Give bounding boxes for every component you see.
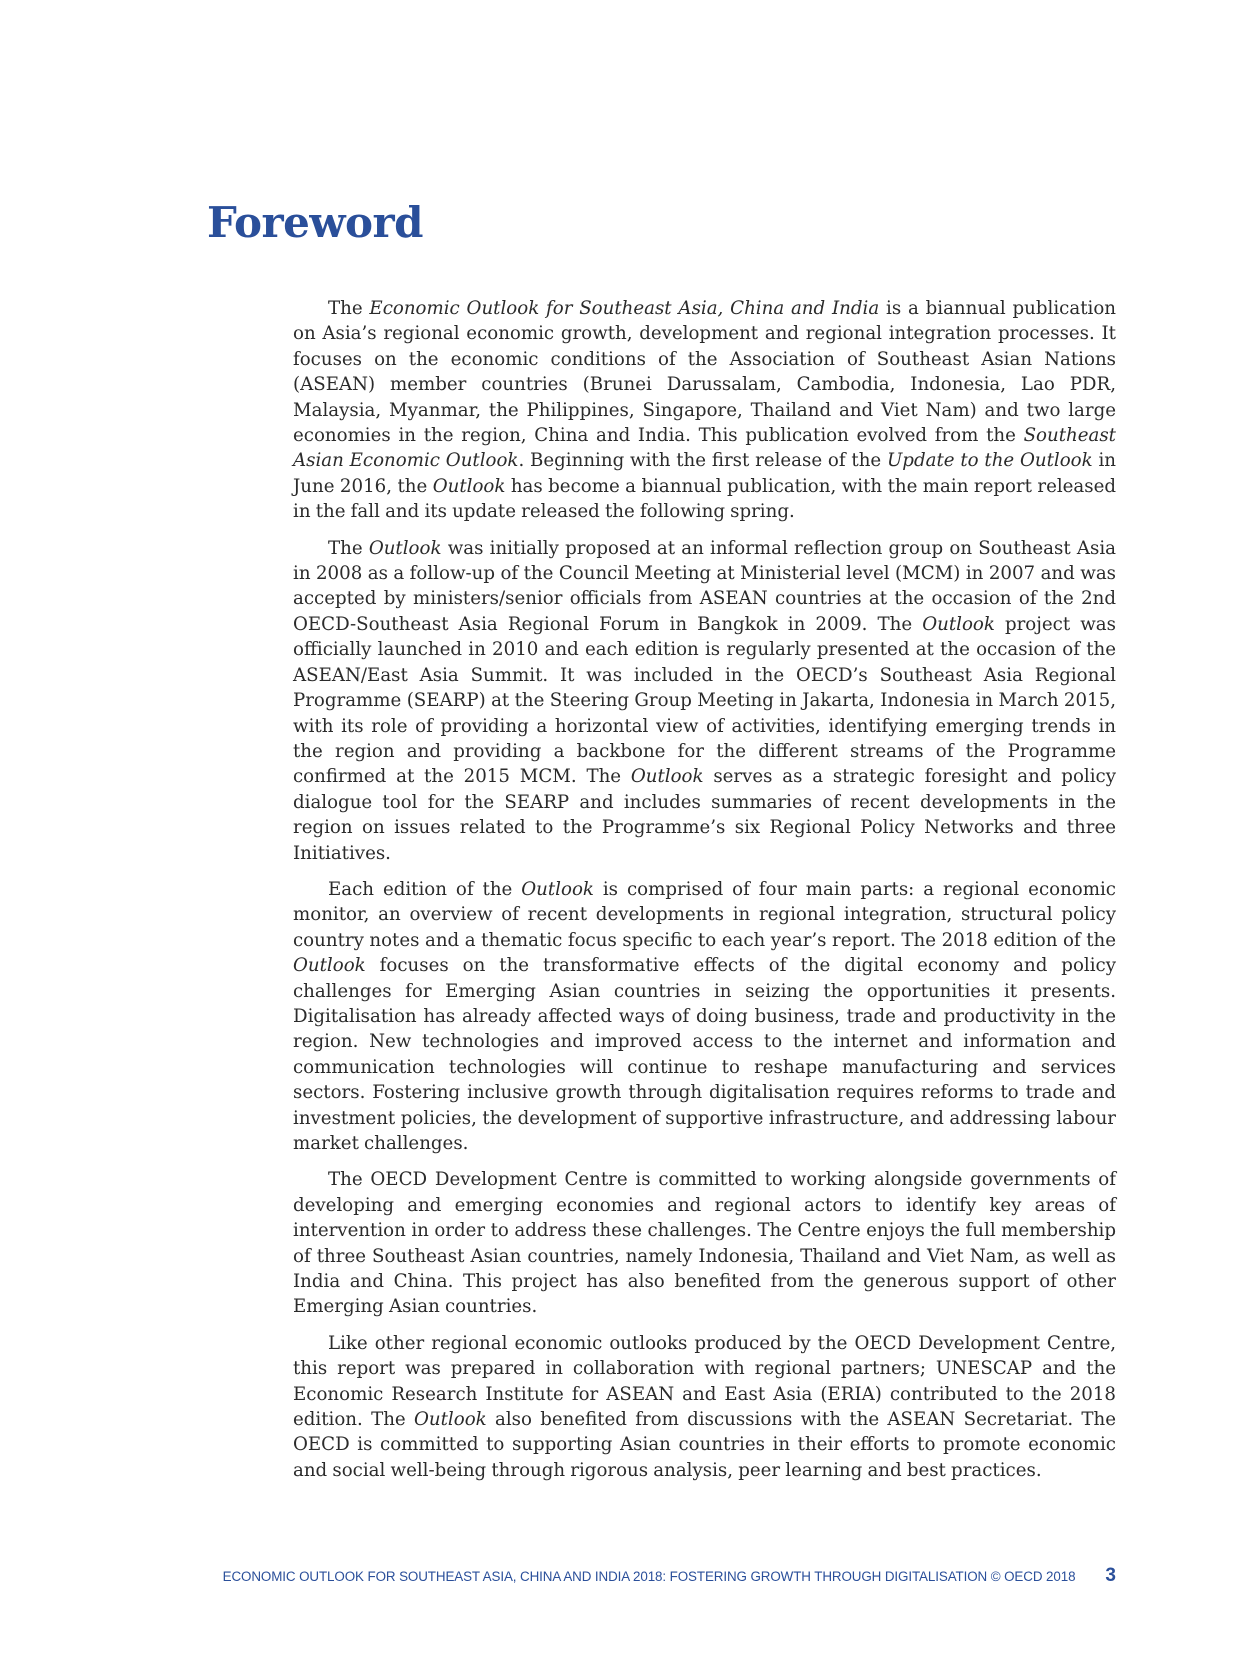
text-run: Each edition of the	[328, 878, 522, 900]
text-run: was initially proposed at an informal reflection group on Southeast Asia in 2008 as a follow-up of the Council Meeting at Ministerial level (MCM) in 2007 and was accepted by ministers/senior officials from ASEAN countries at the occasion of the 2nd OECD-Southeast Asia Regional Forum in Bangkok in 2009. The	[293, 537, 1116, 635]
page-number: 3	[1105, 1565, 1116, 1586]
foreword-body	[293, 296, 1116, 1494]
italic-text: Outlook	[414, 1409, 487, 1431]
text-run: is a biannual publication on Asia’s regional economic growth, development and regional integration processes. It focuses on the economic conditions of the Association of Southeast Asian Nations (ASEAN) member countries (Brunei Darussalam, Cambodia, Indonesia, Lao PDR, Malaysia, Myanmar, the Philippines, Singapore, Thailand and Viet Nam) and two large economies in the region, China and India. This publication evolved from the	[293, 298, 1116, 447]
paragraph	[293, 877, 1116, 1156]
italic-text: Economic Outlook for Southeast Asia, China and India	[369, 298, 880, 319]
paragraph	[293, 1167, 1116, 1319]
text-run: The OECD Development Centre is committed to working alongside governments of developing and emerging economies and regional actors to identify key areas of intervention in order to address these challenges. The Centre enjoys the full membership of three Southeast Asian countries, namely Indonesia, Thailand and Viet Nam, as well as India and China. This project has also benefited from the generous support of other Emerging Asian countries.	[293, 1169, 1116, 1318]
text-run: serves as a strategic foresight and policy dialogue tool for the SEARP and includes summaries of recent developments in the region on issues related to the Programme’s six Regional Policy Networks and three Initiatives.	[293, 766, 1116, 864]
italic-text: Outlook	[922, 613, 995, 635]
paragraph	[293, 1331, 1116, 1483]
text-run: . Beginning with the first release of the	[518, 450, 887, 472]
text-run: is comprised of four main parts: a regional economic monitor, an overview of recent developments in regional integration, structural policy country notes and a thematic focus specific to each year’s report. The 2018 edition of the	[293, 878, 1116, 951]
italic-text: Outlook	[368, 537, 442, 559]
text-run: also benefited from discussions with the ASEAN Secretariat. The OECD is committed to supporting Asian countries in their efforts to promote economic and social well-being through rigorous analysis, peer learning and best practices.	[293, 1409, 1116, 1481]
italic-text: Update to the Outlook	[886, 450, 1093, 472]
italic-text: Outlook	[630, 766, 704, 788]
italic-text: Outlook	[521, 878, 594, 900]
paragraph	[293, 296, 1116, 525]
text-run: has become a biannual publication, with the main report released in the fall and its update released the following spring.	[293, 475, 1116, 523]
italic-text: Outlook	[293, 955, 366, 977]
paragraph	[293, 536, 1116, 866]
text-run: The	[328, 537, 369, 559]
page-footer	[207, 1565, 1116, 1587]
text-run: The	[328, 298, 370, 319]
text-run: project was officially launched in 2010 and each edition is regularly presented at the occasion of the ASEAN/East Asia Summit. It was included in the OECD’s Southeast Asia Regional Programme (SEARP) at the Steering Group Meeting in Jakarta, Indonesia in March 2015, with its role of providing a horizontal view of activities, identifying emerging trends in the region and providing a backbone for the different streams of the Programme confirmed at the 2015 MCM. The	[293, 613, 1116, 788]
italic-text: Southeast Asian Economic Outlook	[293, 425, 1116, 472]
text-run: Like other regional economic outlooks produced by the OECD Development Centre, this report was prepared in collaboration with regional partners; UNESCAP and the Economic Research Institute for ASEAN and East Asia (ERIA) contributed to the 2018 edition. The	[293, 1332, 1116, 1431]
text-run: focuses on the transformative effects of the digital economy and policy challenges for Emerging Asian countries in seizing the opportunities it presents. Digitalisation has already affected ways of doing business, trade and productivity in the region. New technologies and improved access to the internet and information and communication technologies will continue to reshape manufacturing and services sectors. Fostering inclusive growth through digitalisation requires reforms to trade and investment policies, the development of supportive infrastructure, and addressing labour market challenges.	[293, 955, 1116, 1154]
text-run: in June 2016, the	[293, 450, 1116, 497]
footer-running-title: ECONOMIC OUTLOOK FOR SOUTHEAST ASIA, CHINA AND INDIA 2018: FOSTERING GROWTH THROUGH DIGITALISATION © OECD 2018	[222, 1569, 1076, 1584]
page-title: Foreword	[207, 198, 424, 247]
italic-text: Outlook	[432, 475, 506, 497]
